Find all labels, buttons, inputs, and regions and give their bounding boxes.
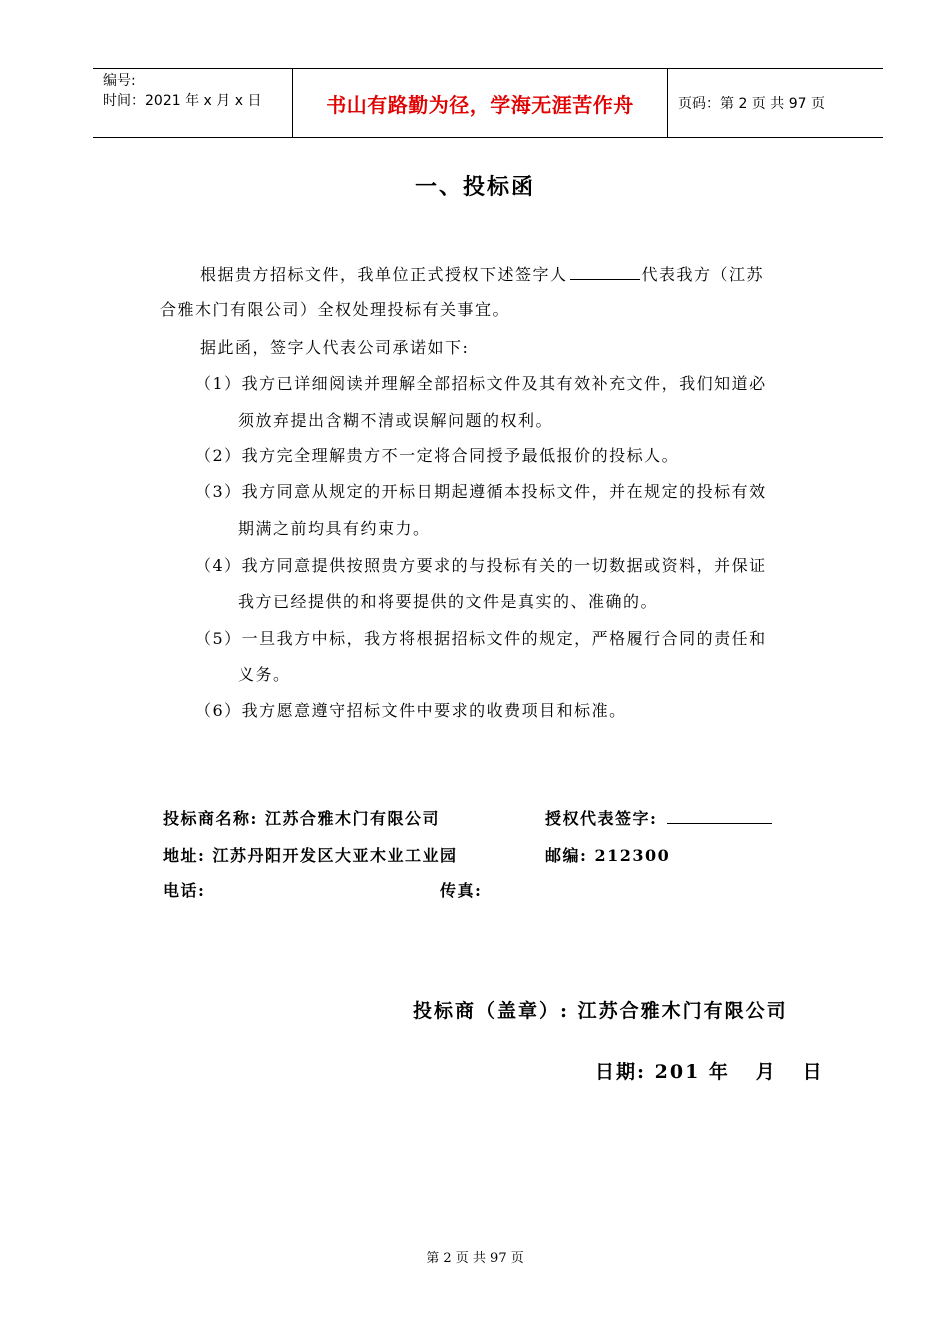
fax-label: 传真: [440,881,483,900]
bidder-name: 投标商名称: 江苏合雅木门有限公司 [163,809,440,828]
item-5-line-b: 义务。 [238,665,291,684]
intro-line-1 [200,262,764,285]
time-label: 时间：2021 年 x 月 x 日 [103,93,262,109]
sign-label: 授权代表签字: [545,809,658,828]
authorized-signature [545,806,772,829]
phone-label: 电话: [163,881,206,900]
intro-line-3: 据此函，签字人代表公司承诺如下: [200,338,470,357]
item-2: （2）我方完全理解贵方不一定将合同授予最低报价的投标人。 [195,446,680,465]
page-header [93,68,883,138]
item-3-line-a: （3）我方同意从规定的开标日期起遵循本投标文件，并在规定的投标有效 [195,482,767,501]
item-1-line-a: （1）我方已详细阅读并理解全部招标文件及其有效补充文件，我们知道必 [195,374,767,393]
header-meta [93,69,293,137]
header-motto: 书山有路勤为径，学海无涯苦作舟 [293,69,668,137]
bidder-postcode: 邮编: 212300 [545,846,671,865]
bidder-address: 地址: 江苏丹阳开发区大亚木业工业园 [163,846,458,865]
intro-line-1a: 根据贵方招标文件，我单位正式授权下述签字人 [200,265,568,284]
signatory-blank [570,265,640,280]
intro-line-1b: 代表我方（江苏 [641,265,765,284]
item-5-line-a: （5）一旦我方中标，我方将根据招标文件的规定，严格履行合同的责任和 [195,629,767,648]
item-4-line-b: 我方已经提供的和将要提供的文件是真实的、准确的。 [238,592,659,611]
seal-line: 投标商（盖章）: 江苏合雅木门有限公司 [413,1000,788,1022]
page-title: 一、投标函 [414,175,535,200]
page-footer: 第 2 页 共 97 页 [426,1251,524,1266]
header-page-label: 页码：第 2 页 共 97 页 [678,96,825,112]
date-line: 日期: 201 年 月 日 [595,1061,824,1083]
number-label: 编号: [103,73,136,89]
item-6: （6）我方愿意遵守招标文件中要求的收费项目和标准。 [195,701,627,720]
item-1-line-b: 须放弃提出含糊不清或误解问题的权利。 [238,411,554,430]
item-4-line-a: （4）我方同意提供按照贵方要求的与投标有关的一切数据或资料，并保证 [195,556,767,575]
intro-line-2: 合雅木门有限公司）全权处理投标有关事宜。 [160,300,511,319]
signature-blank [667,807,772,824]
item-3-line-b: 期满之前均具有约束力。 [238,519,431,538]
